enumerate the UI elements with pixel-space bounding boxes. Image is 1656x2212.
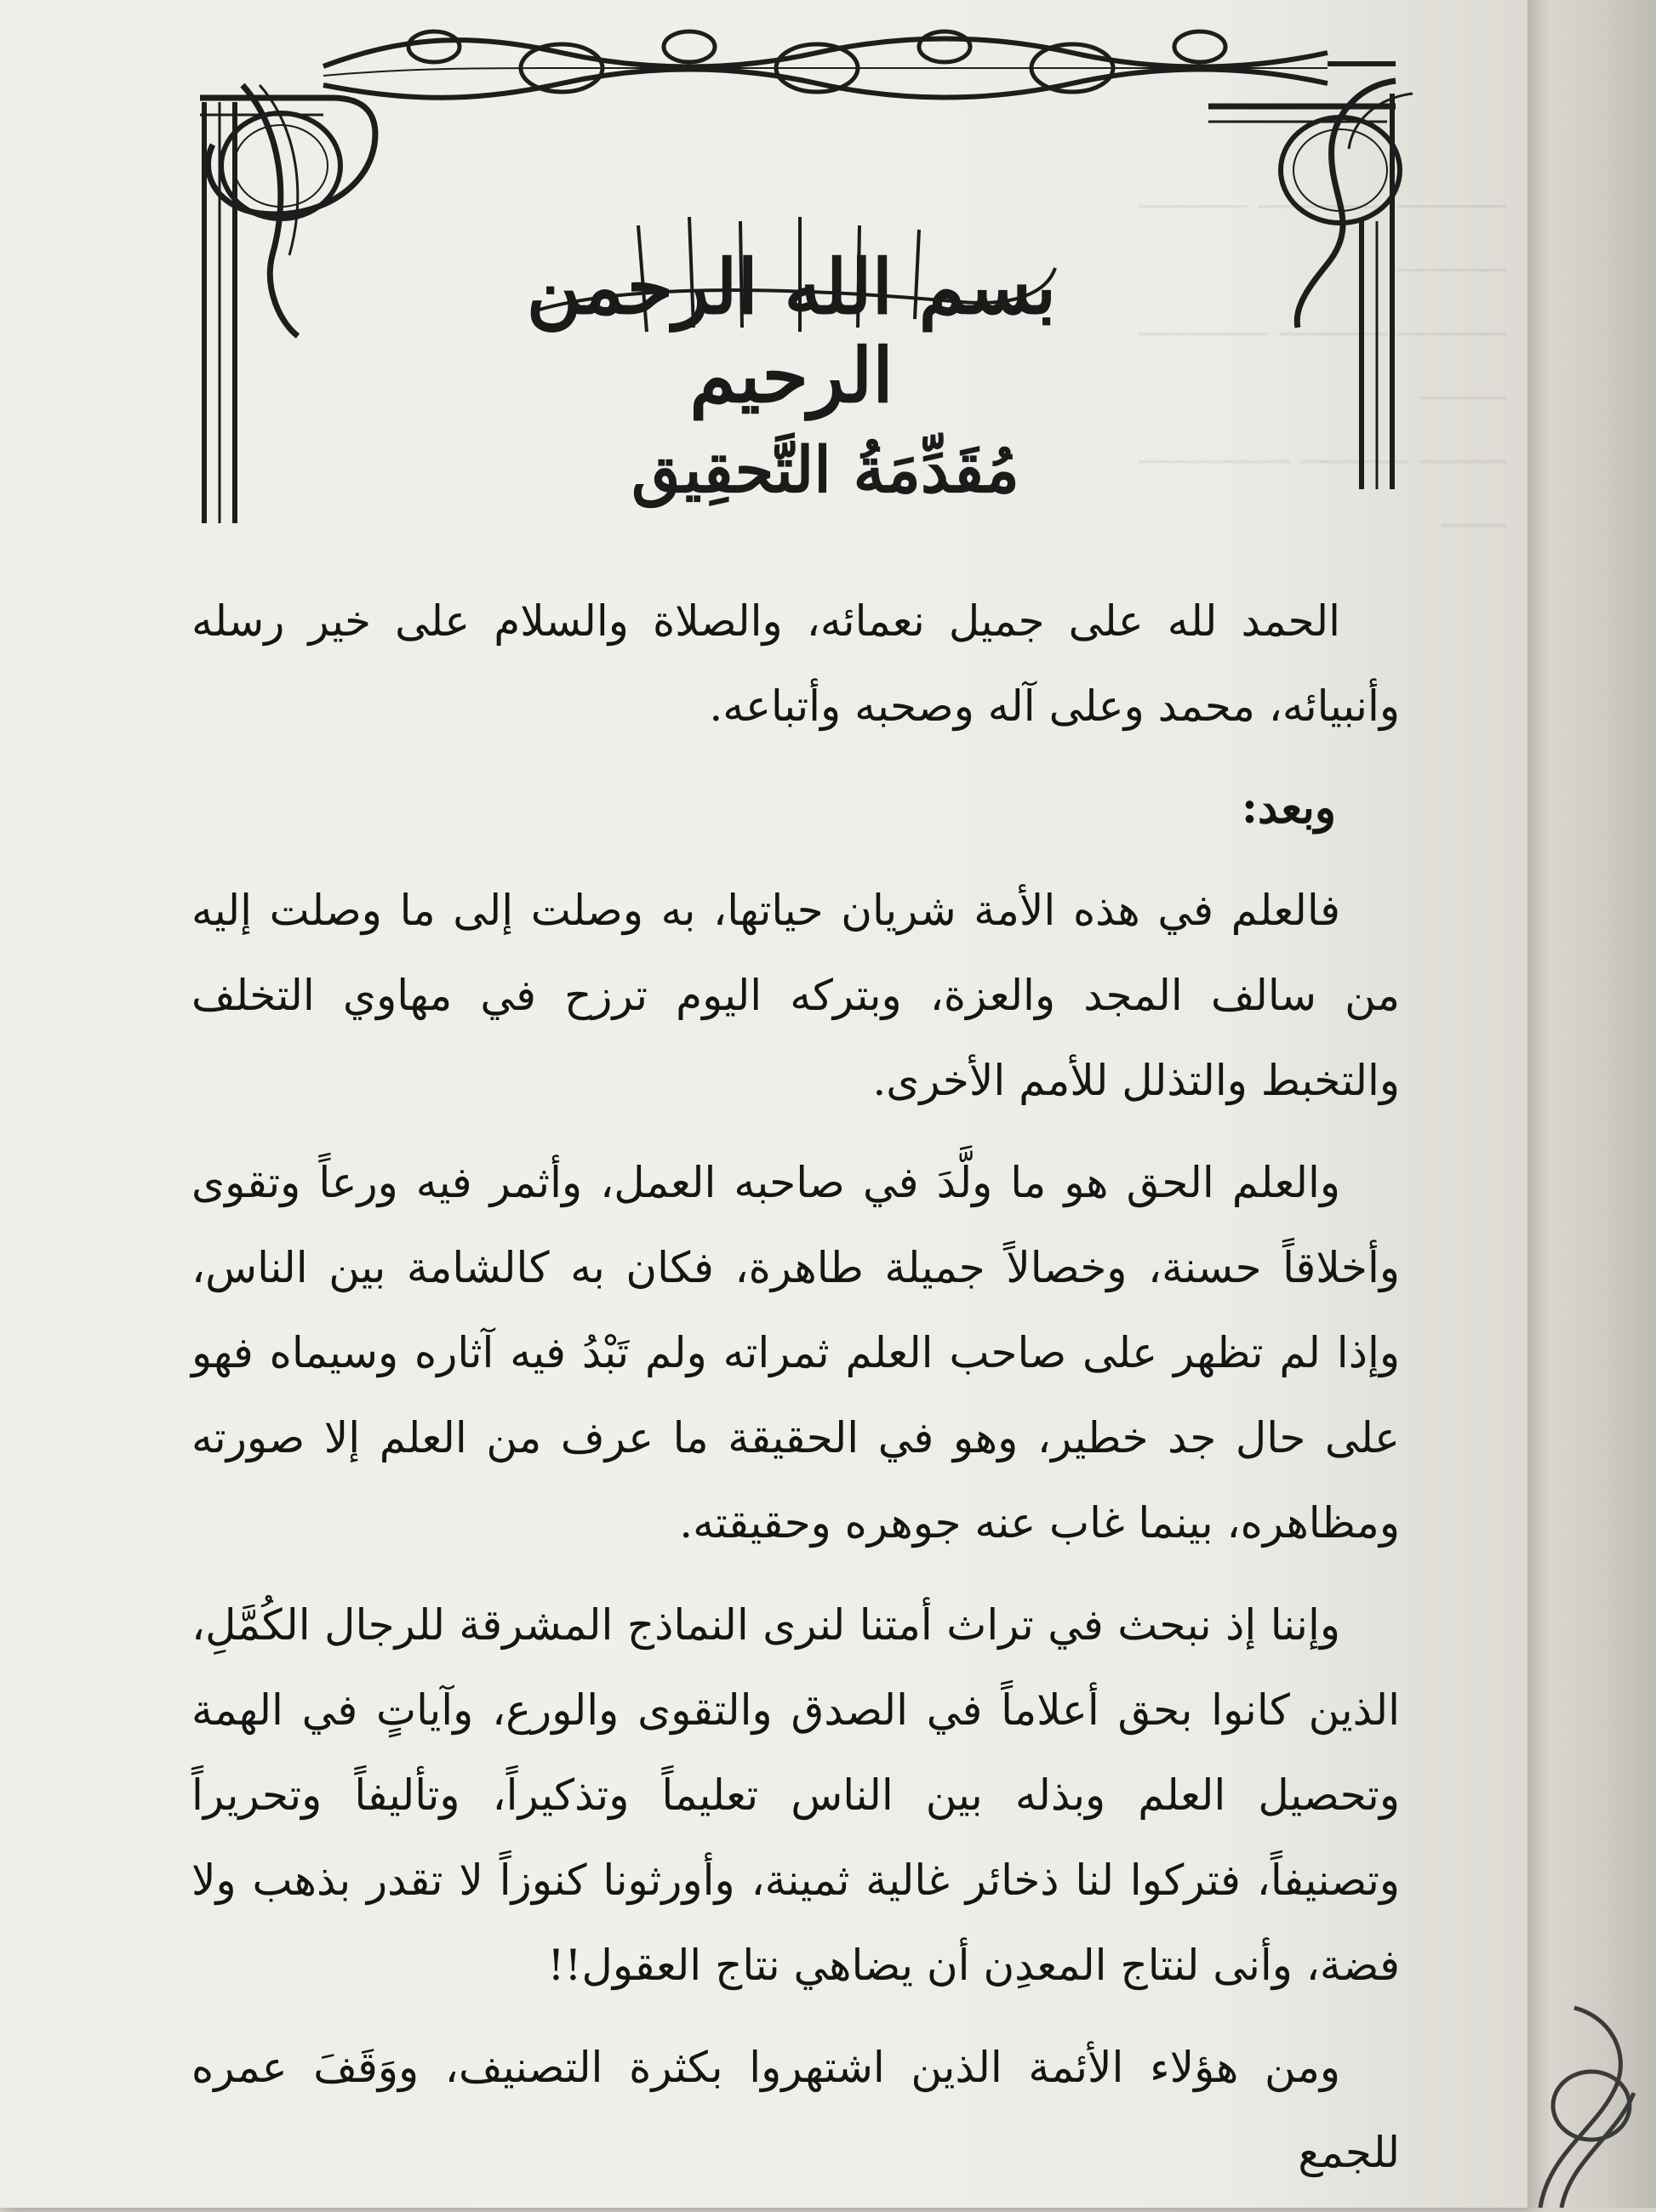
paragraph: ومن هؤلاء الأئمة الذين اشتهروا بكثرة التصنيف، ووَقَفَ عمره للجمع: [191, 2043, 1400, 2177]
basmala-calligraphy: [519, 191, 1064, 419]
body-text: [191, 579, 1400, 2212]
corner-ornament-icon: [1523, 1957, 1642, 2208]
paragraph: الحمد لله على جميل نعمائه، والصلاة والسلام على خير رسله وأنبيائه، محمد وعلى آله وصحبه وأتباعه.: [191, 596, 1400, 731]
paragraph: وإننا إذ نبحث في تراث أمتنا لنرى النماذج المشرقة للرجال الكُمَّلِ، الذين كانوا بحق أعلاماً في الصدق والتقوى والورع، وآياتٍ في الهمة وتحصيل العلم وبذله بين الناس تعليماً وتذكيراً، وتأليفاً وتحريراً وتصنيفاً، فتركوا لنا ذخائر غالية ثمينة، وأورثونا كنوزاً لا تقدر بذهب ولا فضة، وأنى لنتاج المعدِن أن يضاهي نتاج العقول!!: [191, 1600, 1400, 1990]
section-heading: وبعد:: [1241, 782, 1336, 834]
page-title: مُقَدِّمَةُ التَّحقِيق: [631, 434, 1019, 507]
bleed-through: ───── ────── ───── ───── ───── ───── ────── ──── ──── ───── ─────── ───: [1139, 185, 1506, 546]
basmala-text: بسم الله الرحمن الرحيم: [526, 242, 1057, 419]
paragraph: والعلم الحق هو ما ولَّدَ في صاحبه العمل، وأثمر فيه ورعاً وتقوى وأخلاقاً حسنة، وخصالاً جميلة طاهرة، فكان به كالشامة بين الناس، وإذا لم تظهر على صاحب العلم ثمراته ولم تَبْدُ فيه آثاره وسيماه فهو على حال جد خطير، وهو في الحقيقة ما عرف من العلم إلا صورته ومظاهره، بينما غاب عنه جوهره وحقيقته.: [191, 1158, 1400, 1548]
page-stack-edge: [1528, 0, 1656, 2208]
paragraph: فالعلم في هذه الأمة شريان حياتها، به وصلت إلى ما وصلت إليه من سالف المجد والعزة، وبتركه اليوم ترزح في مهاوي التخلف والتخبط والتذلل للأمم الأخرى.: [191, 886, 1400, 1105]
